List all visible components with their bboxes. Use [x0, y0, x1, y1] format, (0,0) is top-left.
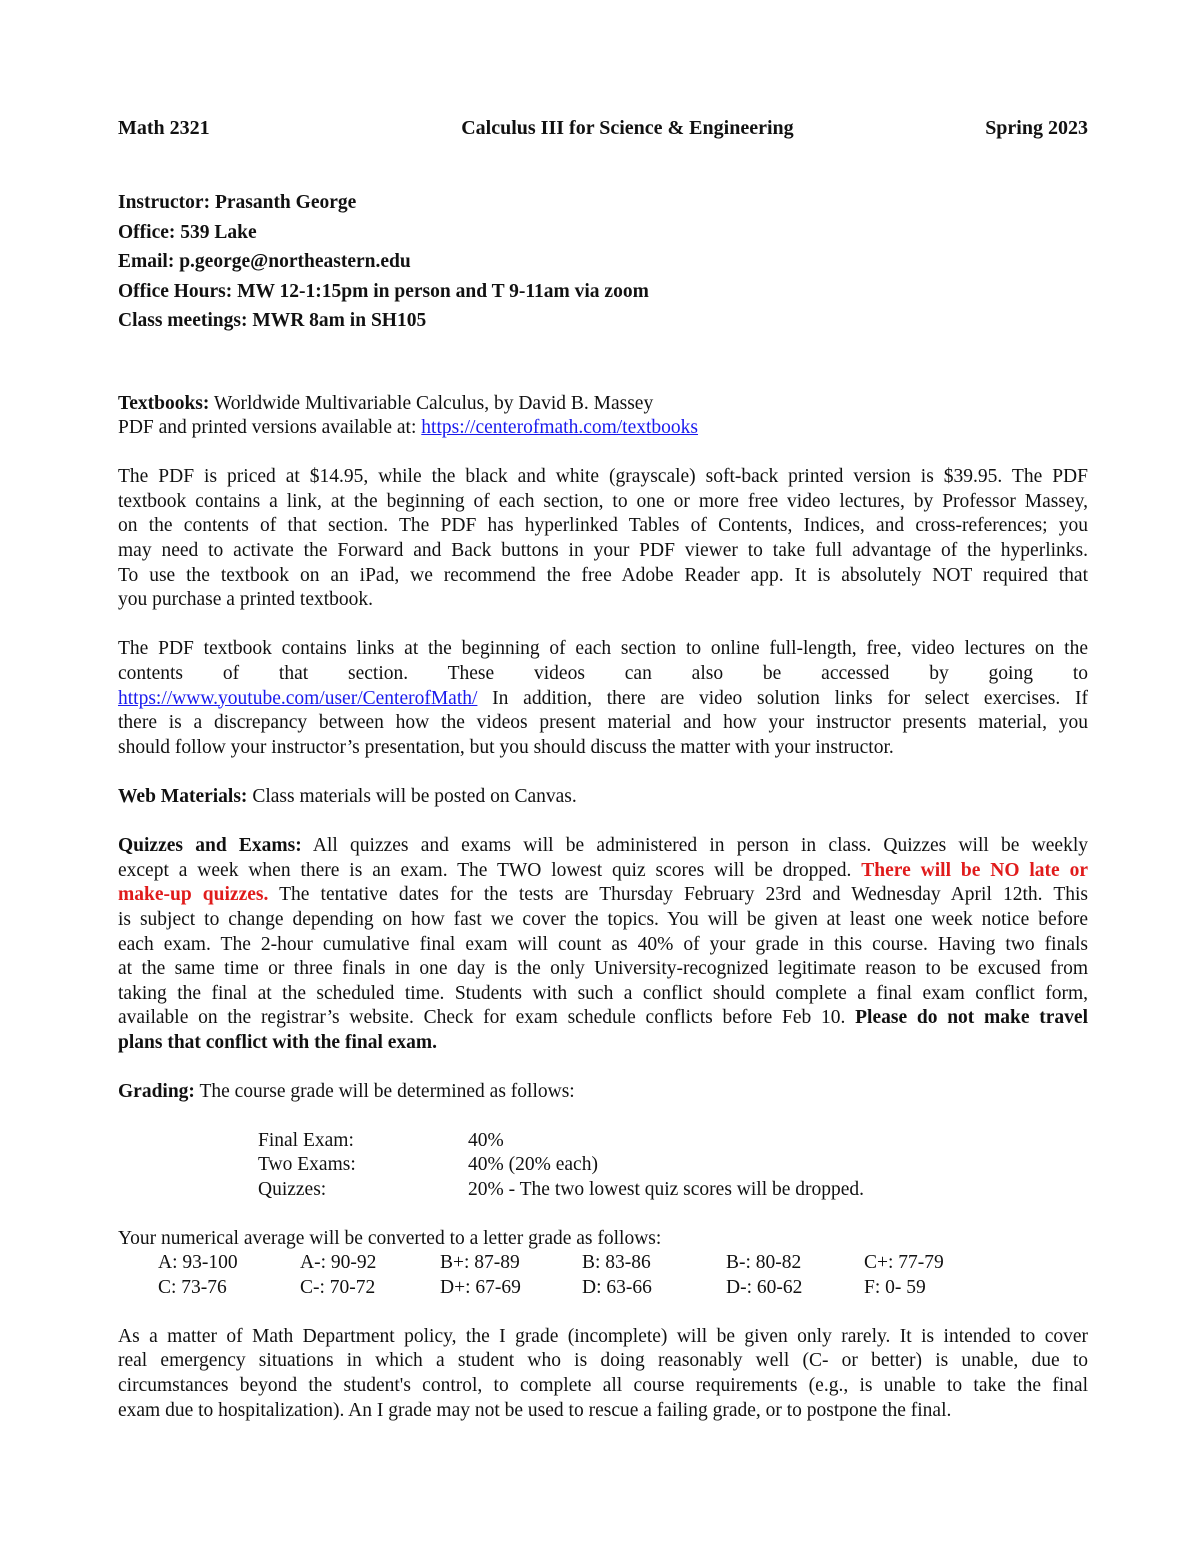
- letter-grade-cell: C-: 70-72: [300, 1276, 376, 1298]
- web-materials-text: Class materials will be posted on Canvas.: [247, 786, 577, 807]
- quiz-text: available on the registrar’s website. Check for exam schedule conflicts before Feb 10.: [118, 1007, 856, 1029]
- grade-weight: 20% - The two lowest quiz scores will be dropped.: [468, 1178, 865, 1200]
- course-title: Calculus III for Science & Engineering: [461, 117, 794, 139]
- quiz-line: is subject to change depending on how fast we cover the topics. You will be given at least one week notice before: [118, 908, 1088, 930]
- grading-text: The course grade will be determined as follows:: [194, 1081, 575, 1103]
- incomplete-paragraph: [118, 1325, 1088, 1423]
- web-materials-line: [118, 785, 1088, 810]
- class-meetings-line: Class meetings: MWR 8am in SH105: [118, 310, 427, 331]
- pricing-line: on the contents of that section. The PDF has hyperlinked Tables of Contents, Indices, and cross-references; you: [118, 515, 1088, 537]
- letter-grade-cell: A-: 90-92: [300, 1252, 377, 1274]
- letter-grade-cell: C+: 77-79: [864, 1252, 944, 1274]
- quiz-line: [118, 834, 1088, 859]
- letter-grade-cell: C: 73-76: [158, 1276, 227, 1298]
- travel-notice: Please do not make travel: [855, 1007, 1088, 1029]
- grade-weight: 40% (20% each): [468, 1154, 598, 1176]
- letter-grade-row: [158, 1276, 1088, 1301]
- quizzes-paragraph: [118, 834, 1088, 1055]
- video-paragraph: [118, 637, 1088, 760]
- quizzes-label: Quizzes and Exams:: [118, 835, 302, 857]
- quiz-line: [118, 883, 1088, 908]
- pricing-line: To use the textbook on an iPad, we recommend the free Adobe Reader app. It is absolutely NOT required that: [118, 564, 1088, 586]
- quiz-line: each exam. The 2-hour cumulative final exam will count as 40% of your grade in this course. Having two finals: [118, 933, 1088, 955]
- quiz-line: [118, 1006, 1088, 1031]
- incomplete-line: As a matter of Math Department policy, the I grade (incomplete) will be given only rarely. It is intended to cover: [118, 1325, 1088, 1347]
- no-late-quizzes-notice: There will be NO late or: [861, 859, 1088, 881]
- quiz-line: at the same time or three finals in one day is the only University-recognized legitimate reason to be excused from: [118, 958, 1088, 980]
- incomplete-line: exam due to hospitalization). An I grade may not be used to rescue a failing grade, or to postpone the final.: [118, 1399, 952, 1421]
- quiz-text: All quizzes and exams will be administered in person in class. Quizzes will be weekly: [301, 835, 1088, 857]
- pricing-paragraph: [118, 465, 1088, 613]
- letter-grade-cell: B: 83-86: [582, 1252, 651, 1274]
- textbooks-link[interactable]: https://centerofmath.com/textbooks: [421, 417, 699, 439]
- video-line-rest: In addition, there are video solution links for select exercises. If: [477, 687, 1088, 709]
- office-line: Office: 539 Lake: [118, 221, 257, 243]
- letter-grade-cell: D+: 67-69: [440, 1276, 521, 1298]
- pricing-line: The PDF is priced at $14.95, while the black and white (grayscale) soft-back printed version is $39.95. The PDF: [118, 466, 1088, 488]
- course-code: Math 2321: [118, 117, 210, 139]
- instructor-line: Instructor: Prasanth George: [118, 192, 357, 213]
- quiz-text: The tentative dates for the tests are Thursday February 23rd and Wednesday April 12th. This: [268, 884, 1088, 906]
- office-hours-line: Office Hours: MW 12-1:15pm in person and T 9-11am via zoom: [118, 280, 649, 302]
- quiz-line: [118, 1031, 1088, 1056]
- instructor-info: [118, 188, 1088, 336]
- letter-grade-row: [158, 1251, 1088, 1276]
- quiz-line: [118, 859, 1088, 884]
- web-materials-label: Web Materials:: [118, 786, 248, 807]
- letter-grade-cell: B-: 80-82: [726, 1252, 802, 1274]
- pricing-line: you purchase a printed textbook.: [118, 589, 374, 611]
- video-line: there is a discrepancy between how the videos present material and how your instructor presents material, you: [118, 712, 1088, 734]
- term: Spring 2023: [985, 117, 1088, 139]
- grade-weight: 40%: [468, 1129, 504, 1151]
- grade-component: Final Exam:: [258, 1129, 354, 1151]
- grade-weights-table: [258, 1129, 1088, 1203]
- video-line: should follow your instructor’s presentation, but you should discuss the matter with your instructor.: [118, 736, 894, 758]
- youtube-link[interactable]: https://www.youtube.com/user/CenterofMath/: [118, 687, 478, 709]
- incomplete-line: real emergency situations in which a student who is doing reasonably well (C- or better) is unable, due to: [118, 1350, 1088, 1372]
- grade-weight-row: [258, 1129, 1088, 1154]
- quiz-text: except a week when there is an exam. The TWO lowest quiz scores will be dropped.: [118, 859, 862, 881]
- letter-grade-table: [158, 1251, 1088, 1300]
- video-line: contents of that section. These videos can also be accessed by going to: [118, 663, 1088, 685]
- textbooks-section: [118, 392, 1088, 441]
- makeup-quizzes-notice: make-up quizzes.: [118, 884, 269, 906]
- grade-weight-row: [258, 1178, 1088, 1203]
- grade-component: Quizzes:: [258, 1178, 327, 1200]
- textbook-title-line: [118, 392, 1088, 417]
- letter-grade-cell: D-: 60-62: [726, 1276, 803, 1298]
- availability-text: PDF and printed versions available at:: [118, 417, 417, 439]
- document-header: [118, 110, 1088, 146]
- quiz-line: taking the final at the scheduled time. Students with such a conflict should complete a final exam conflict form,: [118, 982, 1088, 1004]
- letter-grade-cell: D: 63-66: [582, 1276, 652, 1298]
- email-line: Email: p.george@northeastern.edu: [118, 251, 411, 272]
- grade-component: Two Exams:: [258, 1154, 356, 1176]
- letter-grade-cell: B+: 87-89: [440, 1252, 520, 1274]
- syllabus-page: [118, 110, 1088, 1423]
- grading-line: [118, 1080, 1088, 1105]
- letter-grade-cell: F: 0- 59: [864, 1276, 926, 1298]
- pricing-line: textbook contains a link, at the beginning of each section, to one or more free video lectures, by Professor Massey,: [118, 490, 1088, 512]
- video-line: [118, 687, 1088, 712]
- grade-weight-row: [258, 1153, 1088, 1178]
- letter-grade-cell: A: 93-100: [158, 1252, 238, 1274]
- textbooks-label: Textbooks:: [118, 392, 210, 414]
- travel-notice: plans that conflict with the final exam.: [118, 1031, 438, 1053]
- video-line: The PDF textbook contains links at the beginning of each section to online full-length, free, video lectures on the: [118, 638, 1088, 660]
- letter-grade-intro: Your numerical average will be converted to a letter grade as follows:: [118, 1227, 662, 1249]
- grading-label: Grading:: [118, 1081, 195, 1103]
- textbook-title: Worldwide Multivariable Calculus, by David B. Massey: [213, 392, 654, 414]
- textbook-availability-line: [118, 416, 1088, 441]
- incomplete-line: circumstances beyond the student's control, to complete all course requirements (e.g., is unable to take the final: [118, 1375, 1088, 1397]
- pricing-line: may need to activate the Forward and Back buttons in your PDF viewer to take full advantage of the hyperlinks.: [118, 540, 1088, 562]
